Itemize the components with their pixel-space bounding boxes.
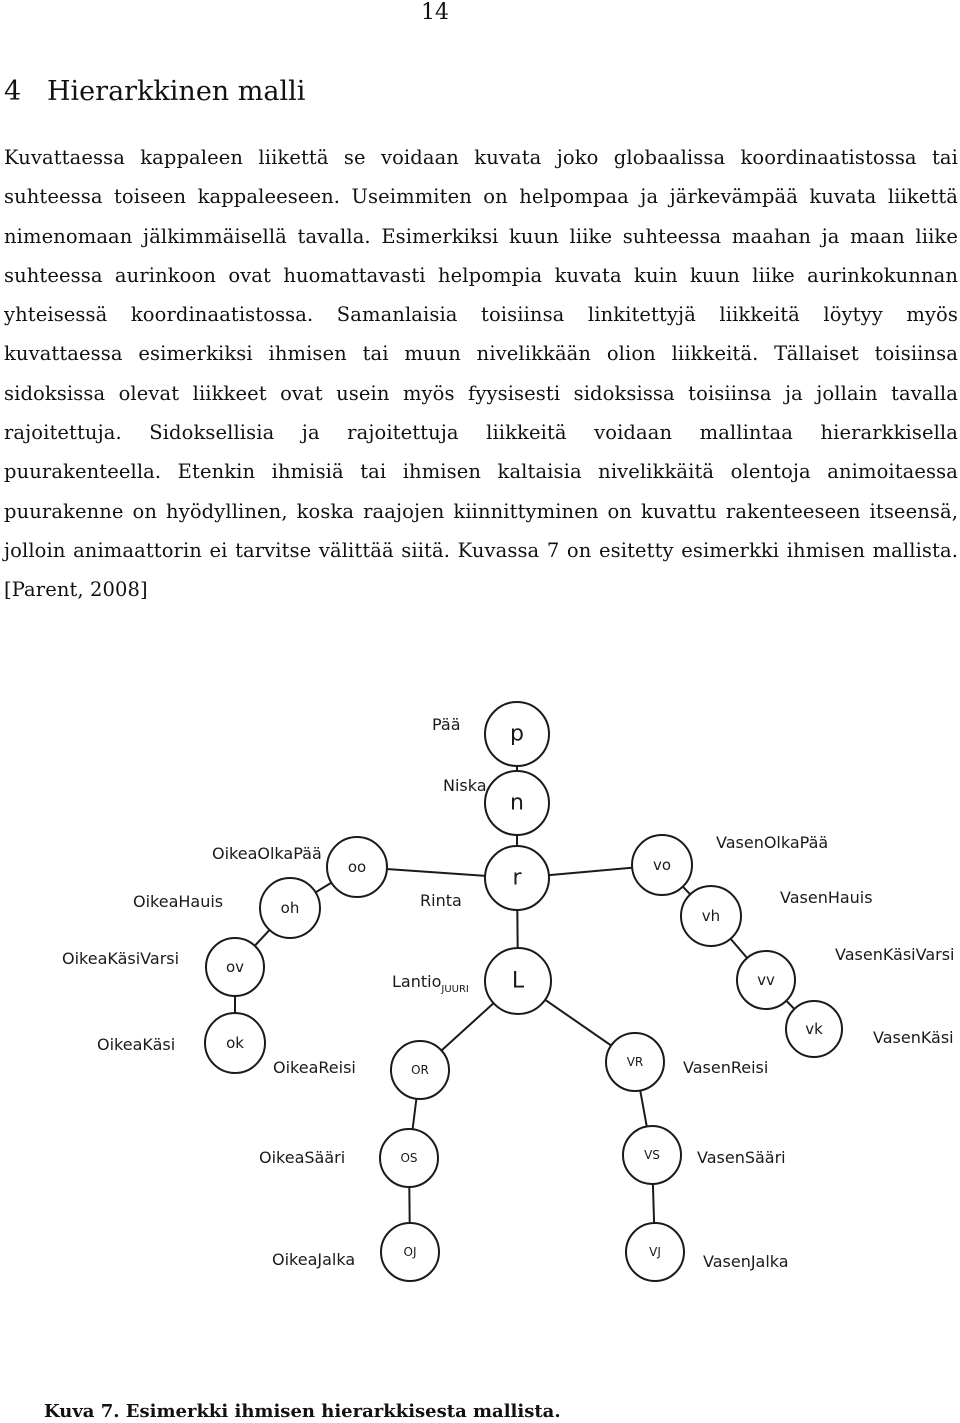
node-text-p: p (510, 721, 524, 747)
node-r (485, 846, 549, 910)
node-text-n: n (510, 790, 524, 816)
node-text-OS: OS (400, 1151, 418, 1165)
node-label-OS: OikeaSääri (259, 1148, 346, 1167)
node-ov (206, 938, 264, 996)
node-label-sub-L: JUURI (441, 984, 469, 995)
hierarchy-figure (40, 690, 955, 1290)
node-L (485, 948, 551, 1014)
node-text-vk: vk (805, 1020, 823, 1038)
node-p (485, 702, 549, 766)
section-title: Hierarkkinen malli (47, 76, 306, 107)
node-text-VR: VR (626, 1055, 644, 1069)
node-text-L: L (511, 968, 525, 994)
node-vv (737, 951, 795, 1009)
node-oo (327, 837, 387, 897)
node-label-vh: VasenHauis (780, 888, 873, 907)
node-VS (623, 1126, 681, 1184)
node-label-VR: VasenReisi (683, 1058, 769, 1077)
node-oh (260, 878, 320, 938)
node-label-VJ: VasenJalka (703, 1252, 789, 1271)
node-text-oh: oh (280, 899, 300, 917)
node-OS (380, 1129, 438, 1187)
page-number: 14 (421, 0, 449, 25)
node-text-vv: vv (757, 971, 775, 989)
node-ok (205, 1013, 265, 1073)
node-label-oh: OikeaHauis (133, 892, 224, 911)
node-text-OJ: OJ (403, 1245, 417, 1259)
node-vh (681, 886, 741, 946)
node-text-vo: vo (652, 856, 672, 874)
node-OR (391, 1041, 449, 1099)
node-OJ (381, 1223, 439, 1281)
hierarchy-tree-diagram (40, 690, 955, 1290)
node-label-p: Pää (432, 715, 461, 734)
section-heading (4, 76, 305, 107)
node-label-oo: OikeaOlkaPää (212, 844, 322, 863)
node-text-ov: ov (225, 958, 245, 976)
node-n (485, 771, 549, 835)
section-number: 4 (4, 76, 22, 107)
figure-caption: Kuva 7. Esimerkki ihmisen hierarkkisesta mallista. (44, 1401, 561, 1422)
node-text-r: r (512, 865, 522, 891)
node-label-ok: OikeaKäsi (97, 1035, 176, 1054)
body-paragraph: Kuvattaessa kappaleen liikettä se voidaan kuvata joko globaalissa koordinaatistossa tai suhteessa toiseen kappaleeseen. Useimmiten on helpompaa ja järkevämpää kuvata liikettä nimenomaan jälkimmäisellä tavalla. Esimerkiksi kuun liike suhteessa maahan ja maan liike suhteessa aurinkoon ovat huomattavasti helpompia kuvata kuin kuun liike aurinkokunnan yhteisessä koordinaatistossa. Samanlaisia toisiinsa linkitettyjä liikkeitä löytyy myös kuvattaessa esimerkiksi ihmisen tai muun nivelikkään olion liikkeitä. Tällaiset toisiinsa sidoksissa olevat liikkeet ovat usein myös fyysisesti sidoksissa toisiinsa ja jollain tavalla rajoitettuja. Sidoksellisia ja rajoitettuja liikkeitä voidaan mallintaa hierarkkisella puurakenteella. Etenkin ihmisiä tai ihmisen kaltaisia nivelikkäitä olentoja animoitaessa puurakenne on hyödyllinen, koska raajojen kiinnittyminen on kuvattu rakenteeseen itseensä, jolloin animaattorin ei tarvitse välittää siitä. Kuvassa 7 on esitetty esimerkki ihmisen mallista. [Parent, 2008] (4, 146, 958, 602)
node-vo (632, 835, 692, 895)
node-label-vk: VasenKäsi (873, 1028, 954, 1047)
node-label-VS: VasenSääri (697, 1148, 786, 1167)
node-label-vv: VasenKäsiVarsi (835, 945, 955, 964)
node-VJ (626, 1223, 684, 1281)
node-text-OR: OR (411, 1063, 429, 1077)
node-text-ok: ok (226, 1034, 244, 1052)
node-vk (786, 1001, 842, 1057)
node-text-oo: oo (347, 858, 367, 876)
node-label-ov: OikeaKäsiVarsi (62, 949, 180, 968)
node-label-r: Rinta (420, 891, 462, 910)
node-text-VJ: VJ (649, 1245, 661, 1259)
node-label-n: Niska (443, 776, 487, 795)
node-label-L: Lantio$_{JUURI}$ (392, 972, 469, 995)
node-text-VS: VS (644, 1148, 660, 1162)
node-VR (606, 1033, 664, 1091)
node-label-OR: OikeaReisi (273, 1058, 356, 1077)
node-label-OJ: OikeaJalka (272, 1250, 356, 1269)
node-label-vo: VasenOlkaPää (716, 833, 829, 852)
node-text-vh: vh (701, 907, 721, 925)
